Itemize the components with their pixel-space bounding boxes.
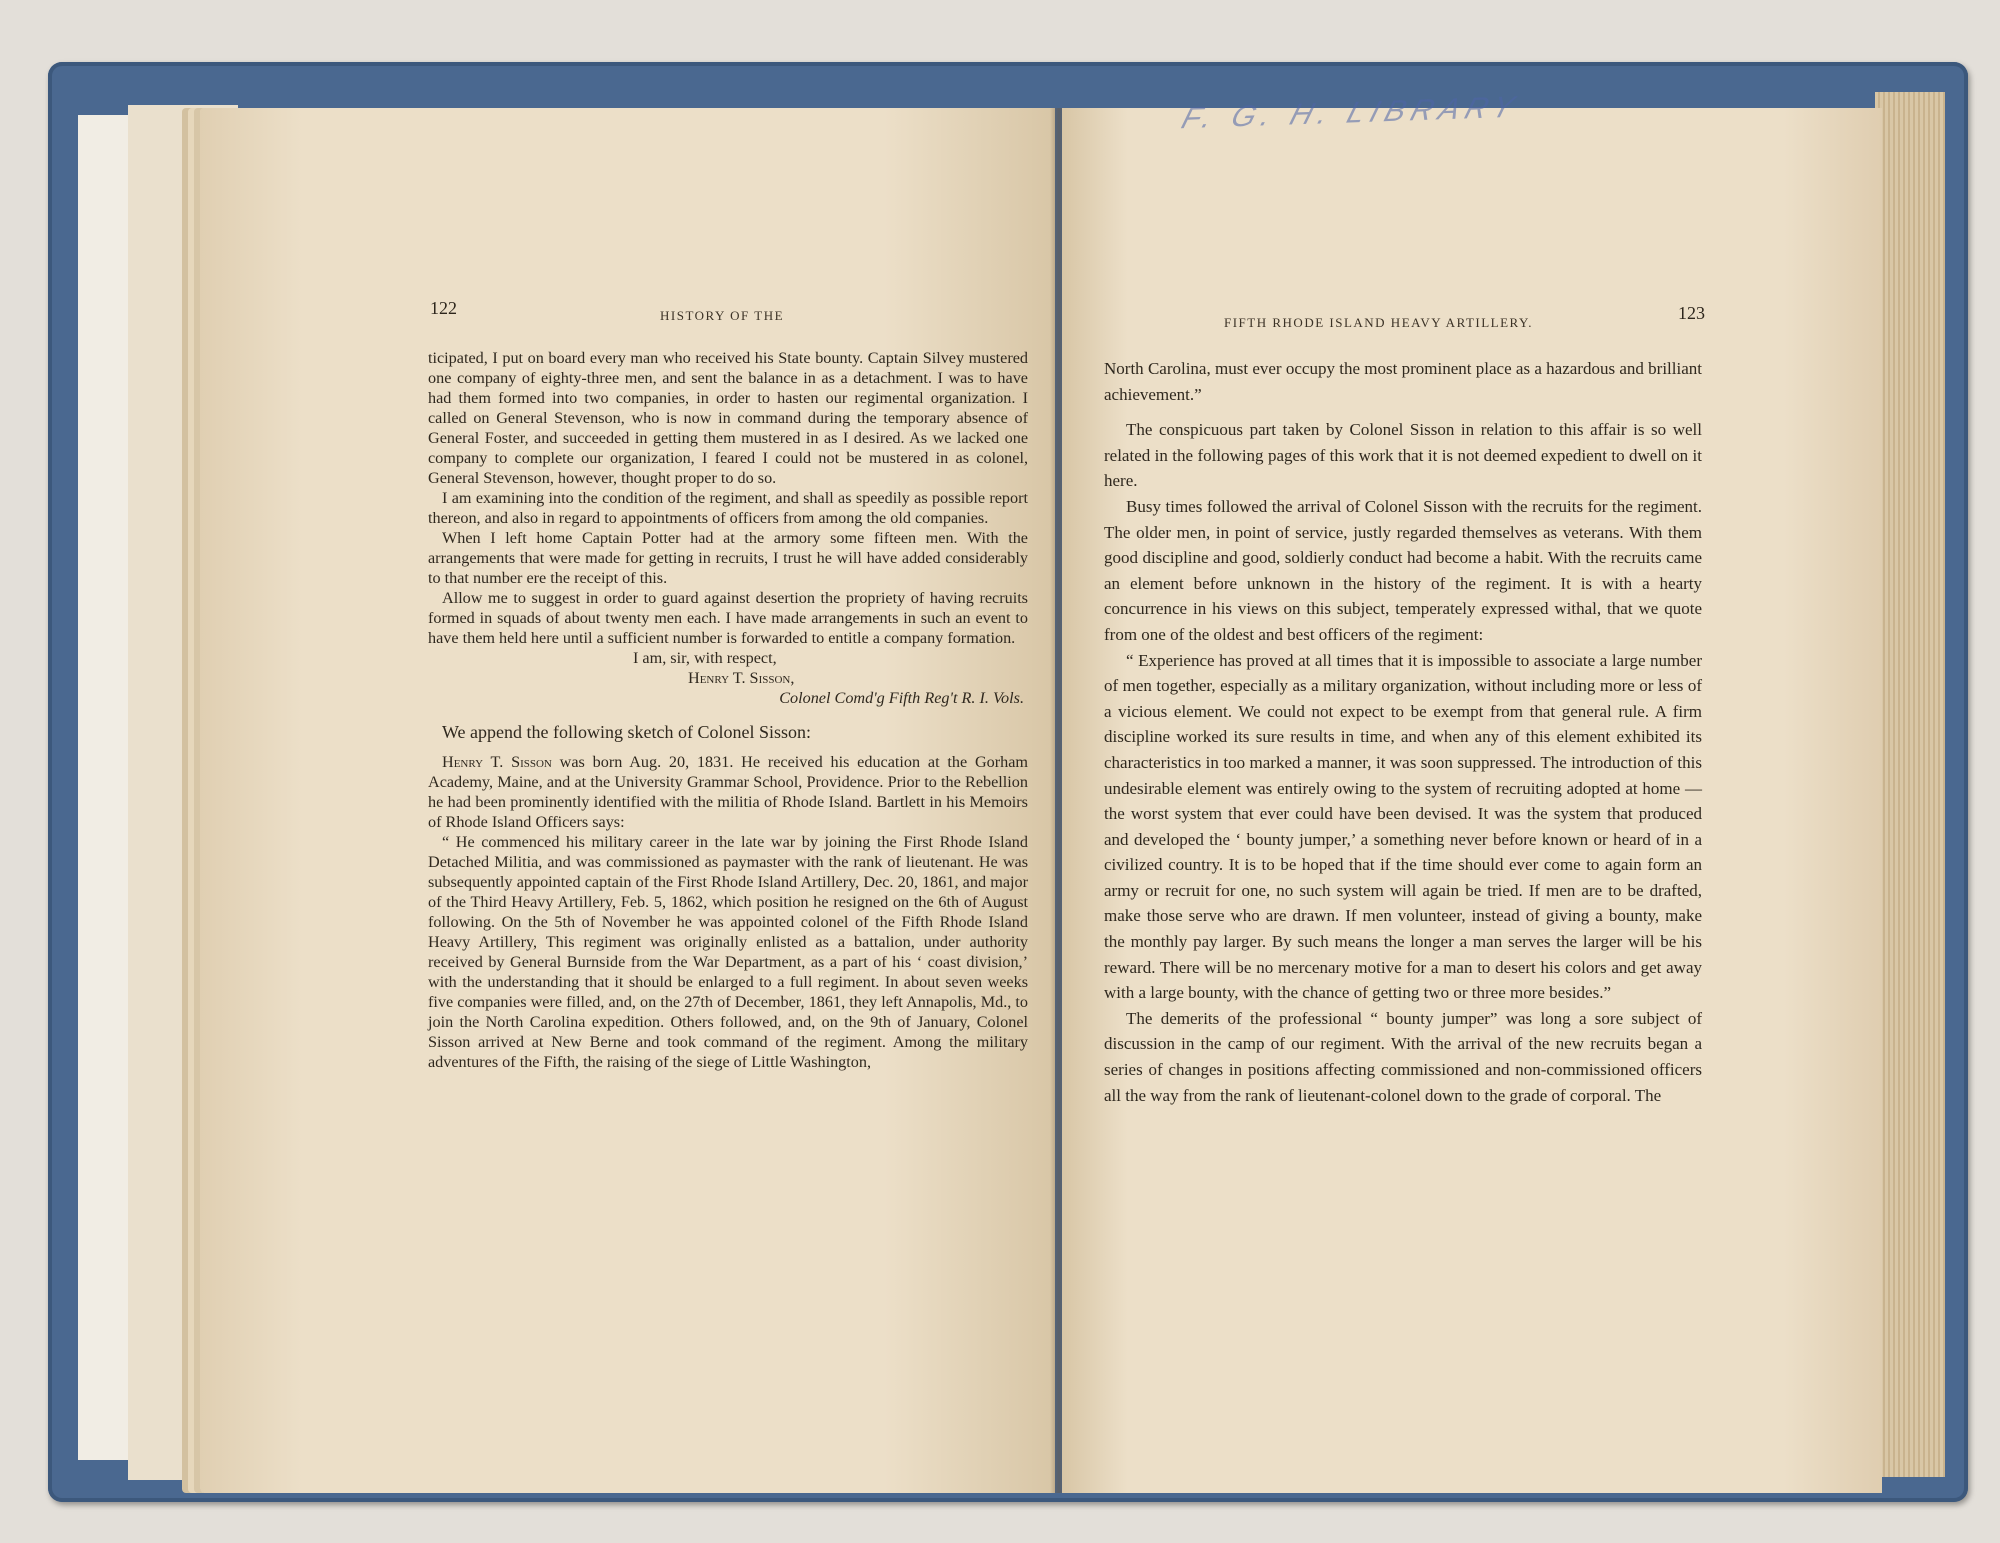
page-edges	[1875, 92, 1945, 1477]
right-paragraph: The conspicuous part taken by Colonel Sisson in relation to this affair is so well related in the following pages of this work that it is not deemed expedient to dwell on it here.	[1104, 420, 1702, 491]
right-paragraph: “ Experience has proved at all times that it is impossible to associate a large number of men together, especially as a military organization, without including more or less of a vicious element. We could not expect to be exempt from that general rule. A firm discipline worked its sure results in time, and when any of this element exhibited its characteristics in too marked a manner, it was soon suppressed. The introduction of this undesirable element was entirely owing to the system of recruiting adopted at home — the worst system that ever could have been devised. It was the system that produced and developed the ‘ bounty jumper,’ a something never before known or heard of in a civilized country. It is to be hoped that if the time should ever come to again form an army or recruit for one, no such system will again be tried. If men are to be drafted, make those serve who are drawn. If men volunteer, instead of giving a bounty, make the monthly pay larger. By such means the longer a man serves the larger will be his reward. There will be no mercenary motive for a man to desert his colors and get away with a large bounty, with the chance of getting two or three more besides.”	[1104, 650, 1702, 1003]
sketch-text: was born Aug. 20, 1831. He received his education at the Gorham Academy, Maine, and at the University Grammar School, Providence. Prior to the Rebellion he had been prominently identified with the militia of Rhode Island. Bartlett in his Memoirs of Rhode Island Officers says:	[428, 753, 1028, 831]
left-paragraph: ticipated, I put on board every man who received his State bounty. Captain Silvey mustered one company of eighty-three men, and sent the balance in as a detachment. I was to have had them formed into two companies, in order to hasten our regimental organization. I called on General Stevenson, who is now in command during the temporary absence of General Foster, and succeeded in getting them mustered in as I desired. As we lacked one company to complete our organization, I feared I could not be mustered in as colonel, General Stevenson, however, thought proper to do so.	[428, 349, 1028, 487]
right-body	[1104, 356, 1702, 1108]
sketch-paragraph	[428, 752, 1028, 832]
running-head-left: HISTORY OF THE	[660, 308, 785, 323]
page-number-left: 122	[430, 298, 457, 318]
left-paragraph: I am examining into the condition of the regiment, and shall as speedily as possible report thereon, and also in regard to appointments of officers from among the old companies.	[428, 489, 1028, 527]
left-page	[200, 108, 1055, 1493]
library-stamp: F. G. H. LIBRARY	[1177, 90, 1524, 136]
left-paragraph: Allow me to suggest in order to guard against desertion the propriety of having recruits formed in squads of about twenty men each. I have made arrangements in such an event to have them held here until a sufficient number is forwarded to entitle a company formation.	[428, 589, 1028, 647]
closing-line: I am, sir, with respect,	[633, 649, 777, 667]
running-head-right: FIFTH RHODE ISLAND HEAVY ARTILLERY.	[1224, 315, 1533, 330]
right-paragraph: Busy times followed the arrival of Colonel Sisson with the recruits for the regiment. The older men, in point of service, justly regarded themselves as veterans. With them good discipline and good, soldierly conduct had become a habit. With the recruits came an element before unknown in the history of the regiment. It is with a hearty concurrence in his views on this subject, temperately expressed withal, that we quote from one of the oldest and best officers of the regiment:	[1104, 496, 1702, 644]
right-page	[1062, 108, 1882, 1493]
right-paragraph: North Carolina, must ever occupy the most prominent place as a hazardous and brilliant achievement.”	[1104, 359, 1702, 404]
signature-name: Henry T. Sisson,	[688, 669, 795, 687]
sketch-name: Henry T. Sisson	[442, 753, 552, 771]
signature-title: Colonel Comd'g Fifth Reg't R. I. Vols.	[779, 689, 1024, 707]
right-paragraph: The demerits of the professional “ bounty jumper” was long a sore subject of discussion in the camp of our regiment. With the arrival of the new recruits began a series of changes in positions affecting commissioned and non-commissioned officers all the way from the rank of lieutenant-colonel down to the grade of corporal. The	[1104, 1008, 1702, 1105]
quote-paragraph: “ He commenced his military career in the late war by joining the First Rhode Island Detached Militia, and was commissioned as paymaster with the rank of lieutenant. He was subsequently appointed captain of the First Rhode Island Artillery, Dec. 20, 1861, and major of the Third Heavy Artillery, Feb. 5, 1862, which position he resigned on the 6th of August following. On the 5th of November he was appointed colonel of the Fifth Rhode Island Heavy Artillery, This regiment was originally enlisted as a battalion, under authority received by General Burnside from the War Department, as a part of his ‘ coast division,’ with the understanding that it should be enlarged to a full regiment. In about seven weeks five companies were filled, and, on the 27th of December, 1861, they left Annapolis, Md., to join the North Carolina expedition. Others followed, and, on the 9th of January, Colonel Sisson arrived at New Berne and took command of the regiment. Among the military adventures of the Fifth, the raising of the siege of Little Washington,	[428, 833, 1028, 1071]
page-number-right: 123	[1678, 303, 1705, 323]
append-heading: We append the following sketch of Colonel Sisson:	[442, 722, 811, 742]
left-body	[428, 348, 1028, 1072]
left-paragraph: When I left home Captain Potter had at the armory some fifteen men. With the arrangements that were made for getting in recruits, I trust he will have added considerably to that number ere the receipt of this.	[428, 529, 1028, 587]
